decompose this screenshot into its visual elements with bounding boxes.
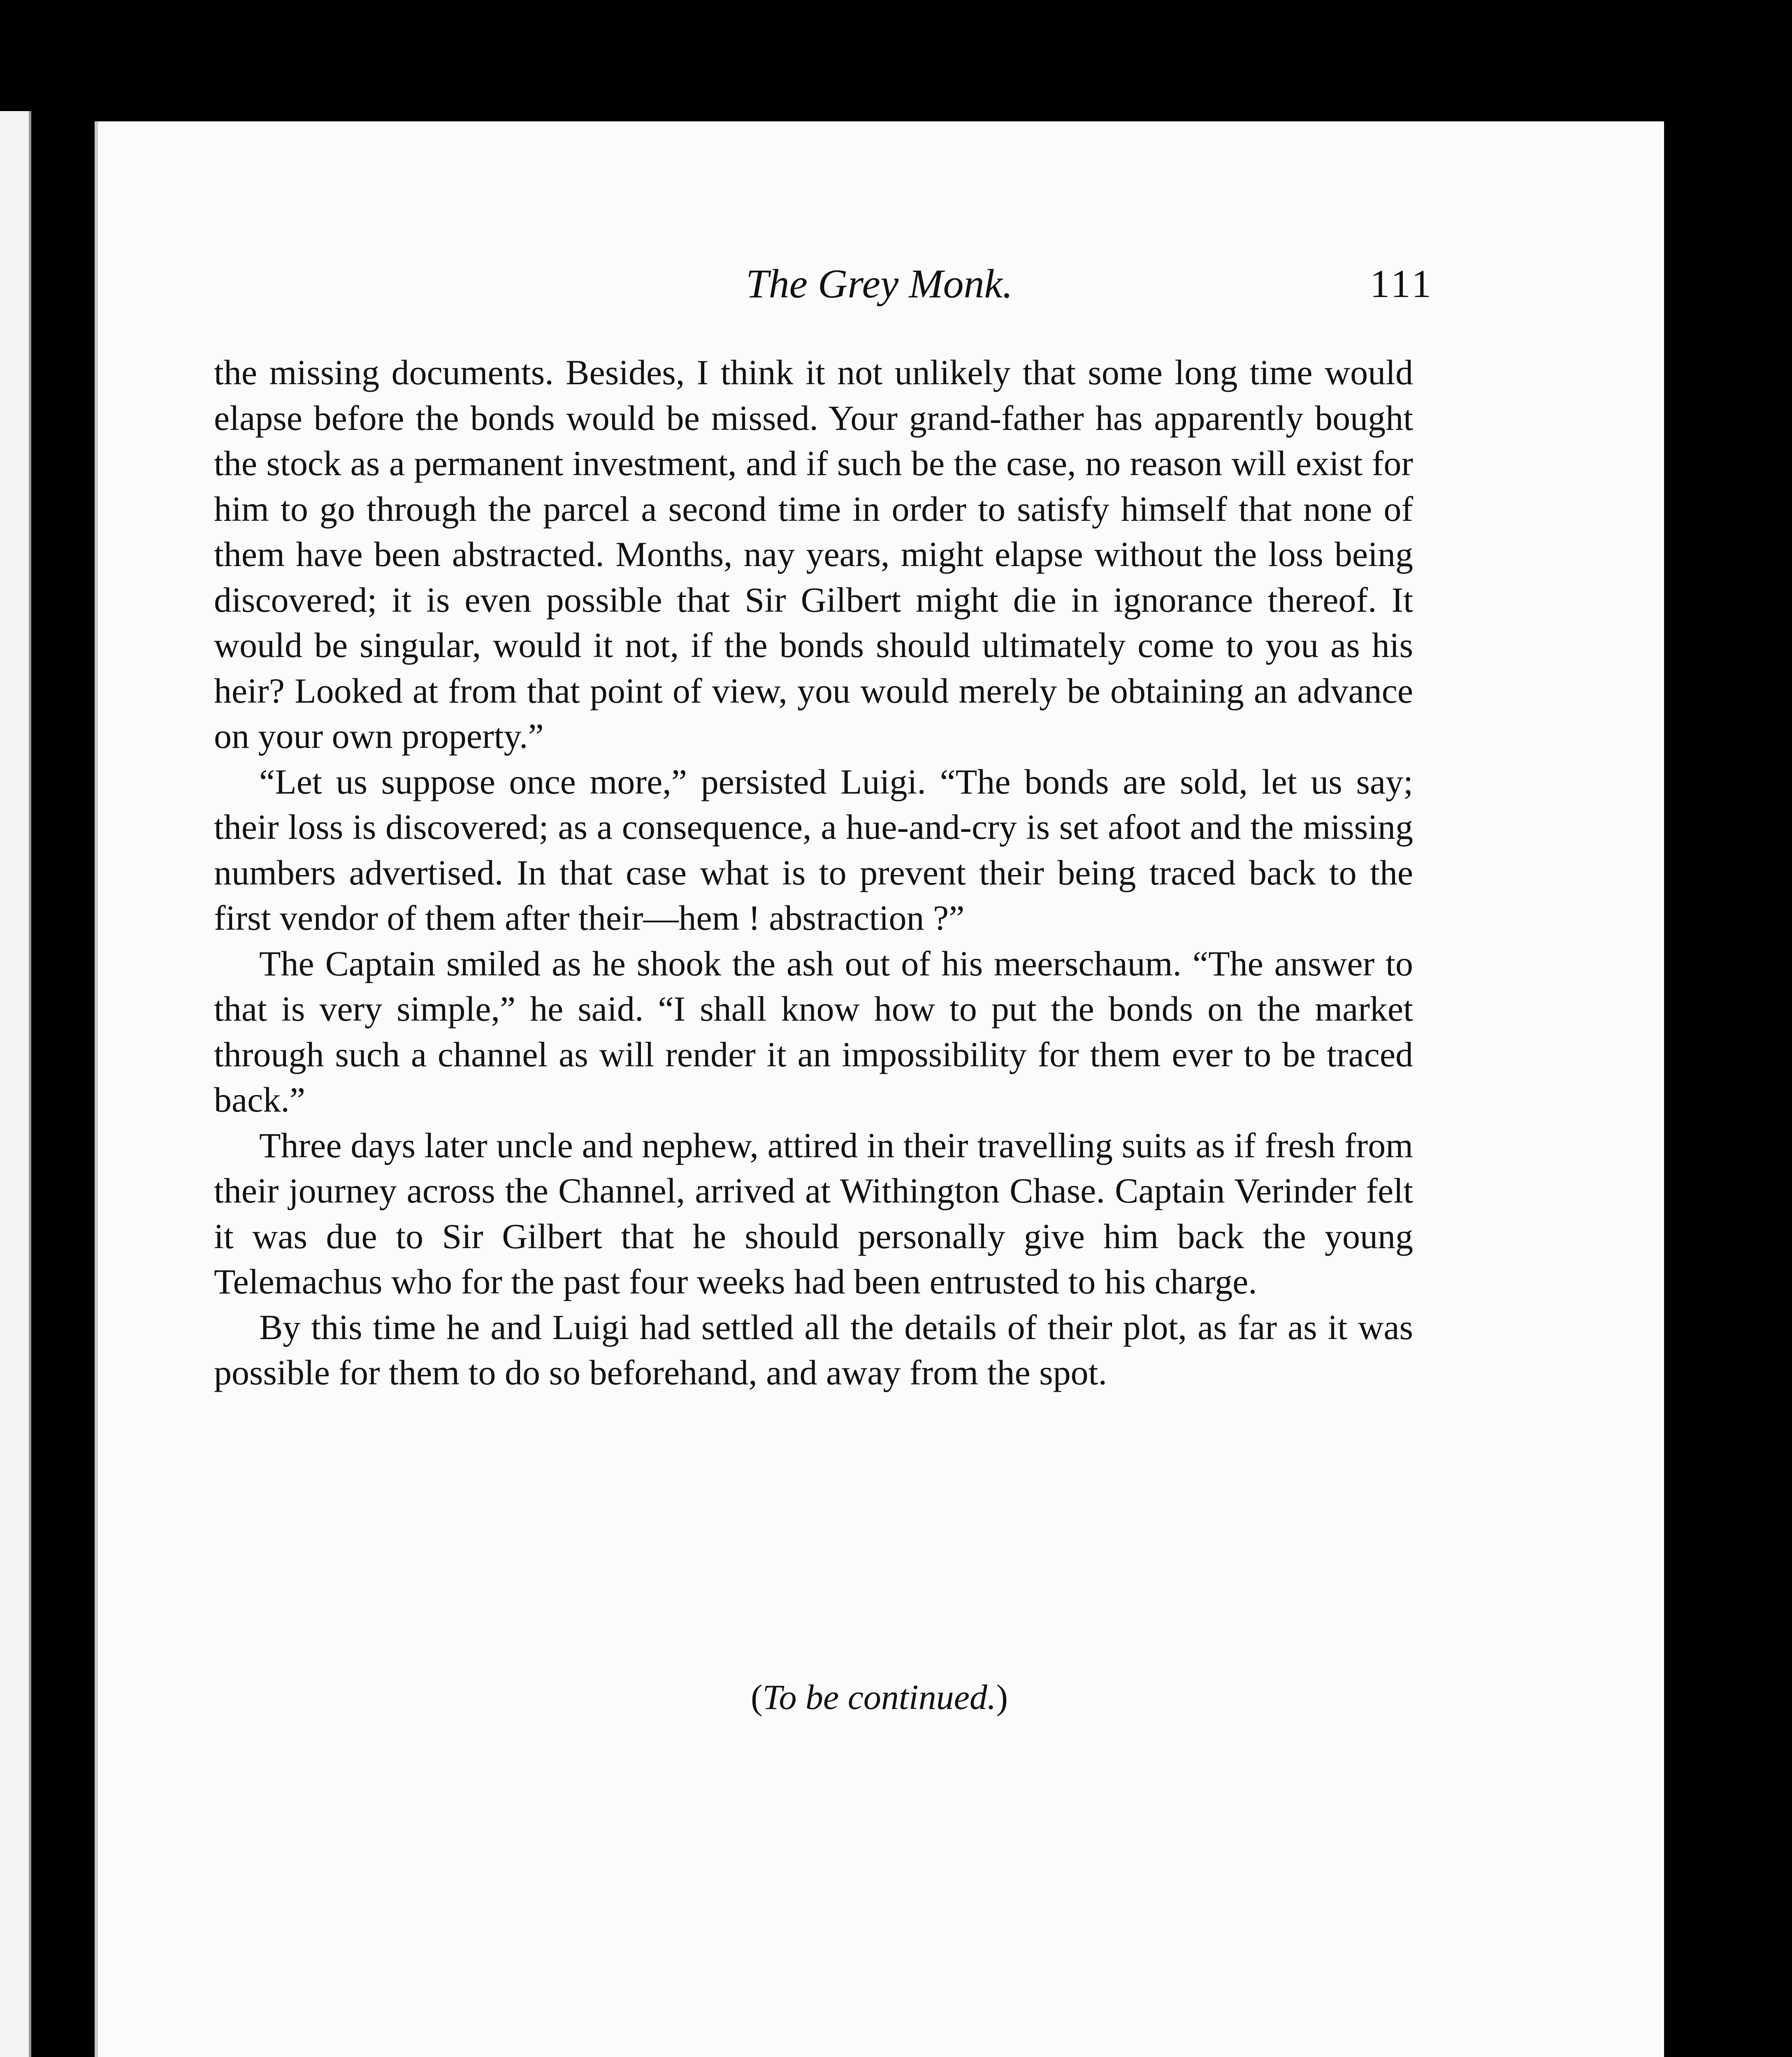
continued-open-paren: ( <box>750 1677 763 1717</box>
continued-close-paren: ) <box>996 1677 1008 1717</box>
book-page <box>95 121 1664 2057</box>
page-number: 111 <box>1370 262 1434 306</box>
running-head <box>95 257 1664 311</box>
paragraph: the missing documents. Besides, I think it not unlikely that some long time would elapse before the bonds would be missed. Your grand-father has apparently bought the stock as a permanent investment, and if such be the case, no reason will exist for him to go through the parcel a second time in order to satisfy himself that none of them have been abstracted. Months, nay years, might elapse without the loss being discovered; it is even possible that Sir Gilbert might die in ignorance thereof. It would be singular, would it not, if the bonds should ultimately come to you as his heir? Looked at from that point of view, you would merely be obtaining an advance on your own property.” <box>214 353 1413 756</box>
continued-text: To be continued. <box>762 1677 996 1717</box>
running-title: The Grey Monk. <box>746 261 1013 306</box>
paragraph: “Let us suppose once more,” persisted Luigi. “The bonds are sold, let us say; their loss is discovered; as a consequence, a hue-and-cry is set afoot and the missing numbers advertised. In that case what is to prevent their being traced back to the first vendor of them after their—hem ! abstraction ?” <box>214 762 1413 938</box>
facing-page-edge <box>0 111 31 2057</box>
paragraph: Three days later uncle and nephew, attired in their travelling suits as if fresh from their journey across the Channel, arrived at Withington Chase. Captain Verinder felt it was due to Sir Gilbert that he should personally give him back the young Telemachus who for the past four weeks had been entrusted to his charge. <box>214 1125 1413 1301</box>
paragraph: By this time he and Luigi had settled all the details of their plot, as far as it was possible for them to do so beforehand, and away from the spot. <box>214 1307 1413 1392</box>
paragraph: The Captain smiled as he shook the ash out of his meerschaum. “The answer to that is very simple,” he said. “I shall know how to put the bonds on the market through such a channel as will render it an impossibility for them ever to be traced back.” <box>214 943 1413 1119</box>
body-text <box>214 350 1413 1395</box>
to-be-continued <box>95 1676 1664 1718</box>
